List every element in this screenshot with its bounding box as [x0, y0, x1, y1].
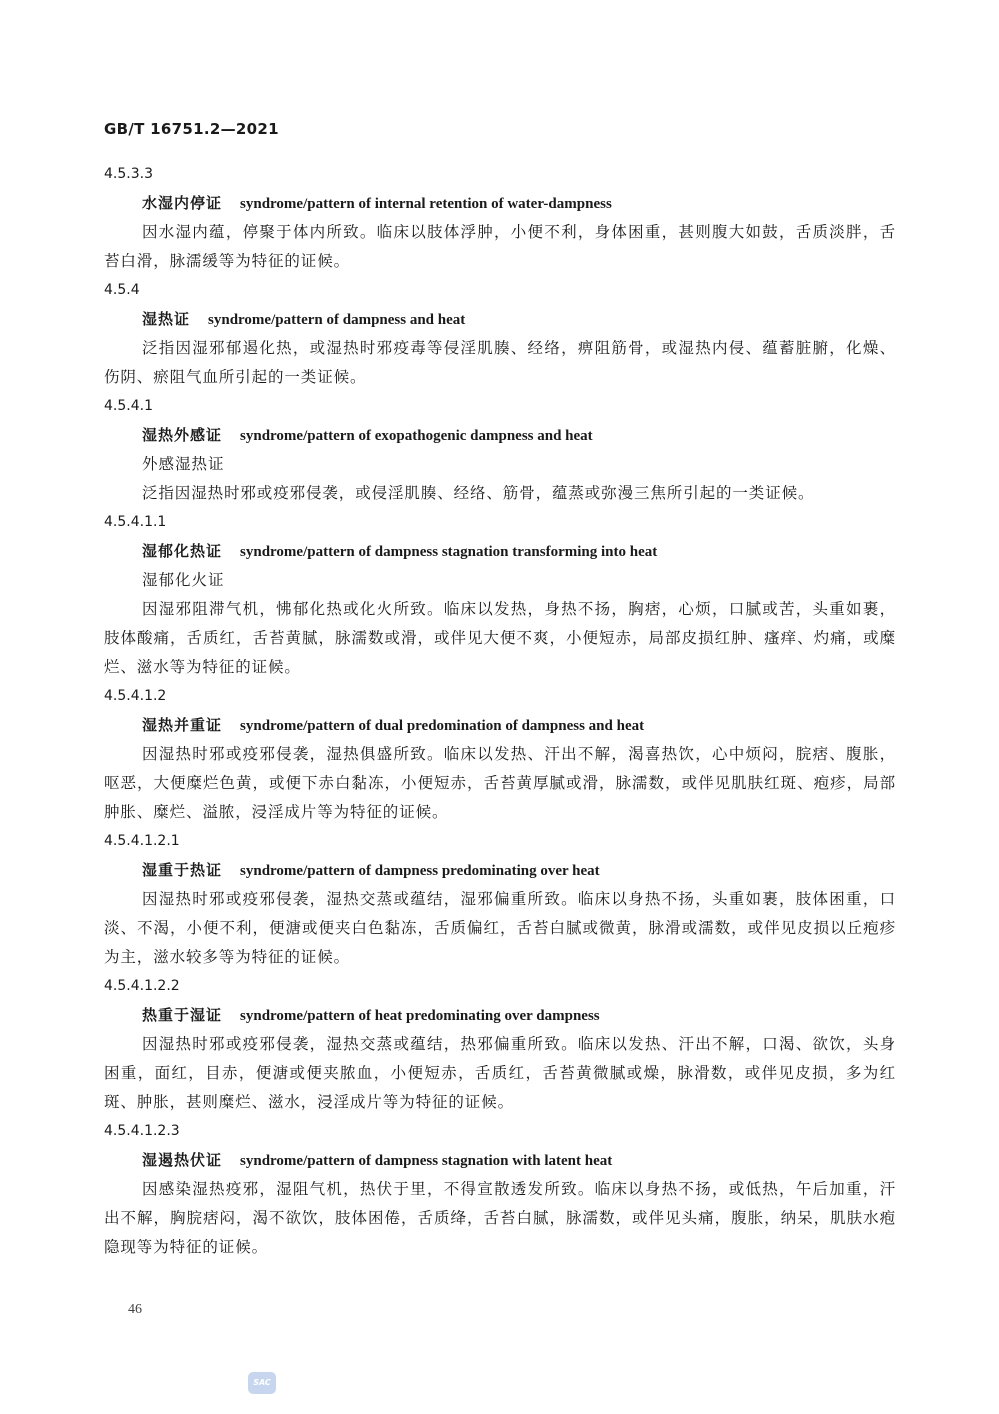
term-english: syndrome/pattern of dampness stagnation transforming into heat: [240, 544, 658, 560]
term-definition: 因湿邪阻滞气机，怫郁化热或化火所致。临床以发热，身热不扬，胸痞，心烦，口腻或苦，头重如裹，肢体酸痛，舌质红，舌苔黄腻，脉濡数或滑，或伴见大便不爽，小便短赤，局部皮损红肿、瘙痒、灼痛，或糜烂、滋水等为特征的证候。: [104, 600, 896, 676]
standard-number: GB/T 16751.2—2021: [104, 120, 279, 138]
term-heading: [104, 537, 896, 566]
entry: [104, 972, 896, 1117]
entry: [104, 508, 896, 682]
term-definition: 泛指因湿热时邪或疫邪侵袭，或侵淫肌腠、经络、筋骨，蕴蒸或弥漫三焦所引起的一类证候。: [142, 484, 815, 502]
entry: [104, 160, 896, 276]
term-english: syndrome/pattern of dampness and heat: [208, 312, 466, 328]
document-body: [104, 160, 896, 1262]
clause-number: 4.5.4.1: [104, 398, 153, 414]
entry: [104, 827, 896, 972]
entry: [104, 1117, 896, 1262]
term-definition: 因湿热时邪或疫邪侵袭，湿热交蒸或蕴结，湿邪偏重所致。临床以身热不扬，头重如裹，肢体困重，口淡、不渴，小便不利，便溏或便夹白色黏冻，舌质偏红，舌苔白腻或微黄，脉滑或濡数，或伴见皮损以丘疱疹为主，滋水较多等为特征的证候。: [104, 890, 896, 966]
clause-number: 4.5.4.1.2.3: [104, 1123, 180, 1139]
clause-number: 4.5.4.1.2: [104, 688, 167, 704]
term-heading: [104, 421, 896, 450]
term-synonym: 外感湿热证: [142, 455, 225, 473]
term-heading: [104, 305, 896, 334]
term-chinese: 湿热并重证: [142, 716, 223, 734]
entry: [104, 276, 896, 392]
term-chinese: 湿热外感证: [142, 426, 223, 444]
term-chinese: 湿郁化热证: [142, 542, 223, 560]
clause-number: 4.5.4: [104, 282, 140, 298]
page-number: 46: [128, 1302, 142, 1317]
term-definition: 因水湿内蕴，停聚于体内所致。临床以肢体浮肿，小便不利，身体困重，甚则腹大如鼓，舌质淡胖，舌苔白滑，脉濡缓等为特征的证候。: [104, 223, 896, 270]
term-definition: 泛指因湿邪郁遏化热，或湿热时邪疫毒等侵淫肌腠、经络，痹阻筋骨，或湿热内侵、蕴蓄脏腑，化燥、伤阴、瘀阻气血所引起的一类证候。: [104, 339, 896, 386]
term-chinese: 湿热证: [142, 310, 191, 328]
term-english: syndrome/pattern of dual predomination of dampness and heat: [240, 718, 645, 734]
clause-number: 4.5.4.1.2.2: [104, 978, 180, 994]
term-chinese: 湿重于热证: [142, 861, 223, 879]
term-heading: [104, 1146, 896, 1175]
term-definition: 因感染湿热疫邪，湿阻气机，热伏于里，不得宣散透发所致。临床以身热不扬，或低热，午后加重，汗出不解，胸脘痞闷，渴不欲饮，肢体困倦，舌质绛，舌苔白腻，脉濡数，或伴见头痛，腹胀，纳呆，肌肤水疱隐现等为特征的证候。: [104, 1180, 896, 1256]
term-english: syndrome/pattern of exopathogenic dampness and heat: [240, 428, 593, 444]
term-heading: [104, 856, 896, 885]
clause-number: 4.5.4.1.2.1: [104, 833, 180, 849]
entry: [104, 682, 896, 827]
clause-number: 4.5.4.1.1: [104, 514, 167, 530]
term-english: syndrome/pattern of heat predominating over dampness: [240, 1008, 600, 1024]
term-english: syndrome/pattern of dampness stagnation with latent heat: [240, 1153, 613, 1169]
term-chinese: 湿遏热伏证: [142, 1151, 223, 1169]
term-heading: [104, 711, 896, 740]
term-english: syndrome/pattern of dampness predominating over heat: [240, 863, 600, 879]
term-chinese: 水湿内停证: [142, 194, 223, 212]
term-heading: [104, 189, 896, 218]
term-chinese: 热重于湿证: [142, 1006, 223, 1024]
term-definition: 因湿热时邪或疫邪侵袭，湿热交蒸或蕴结，热邪偏重所致。临床以发热、汗出不解，口渴、欲饮，头身困重，面红，目赤，便溏或便夹脓血，小便短赤，舌质红，舌苔黄微腻或燥，脉滑数，或伴见皮损，多为红斑、肿胀，甚则糜烂、滋水，浸淫成片等为特征的证候。: [104, 1035, 896, 1111]
term-synonym: 湿郁化火证: [142, 571, 225, 589]
sac-logo: SAC: [248, 1372, 276, 1394]
term-english: syndrome/pattern of internal retention of water-dampness: [240, 196, 612, 212]
clause-number: 4.5.3.3: [104, 166, 153, 182]
entry: [104, 392, 896, 508]
term-heading: [104, 1001, 896, 1030]
term-definition: 因湿热时邪或疫邪侵袭，湿热俱盛所致。临床以发热、汗出不解，渴喜热饮，心中烦闷，脘痞、腹胀，呕恶，大便糜烂色黄，或便下赤白黏冻，小便短赤，舌苔黄厚腻或滑，脉濡数，或伴见肌肤红斑、疱疹，局部肿胀、糜烂、溢脓，浸淫成片等为特征的证候。: [104, 745, 896, 821]
